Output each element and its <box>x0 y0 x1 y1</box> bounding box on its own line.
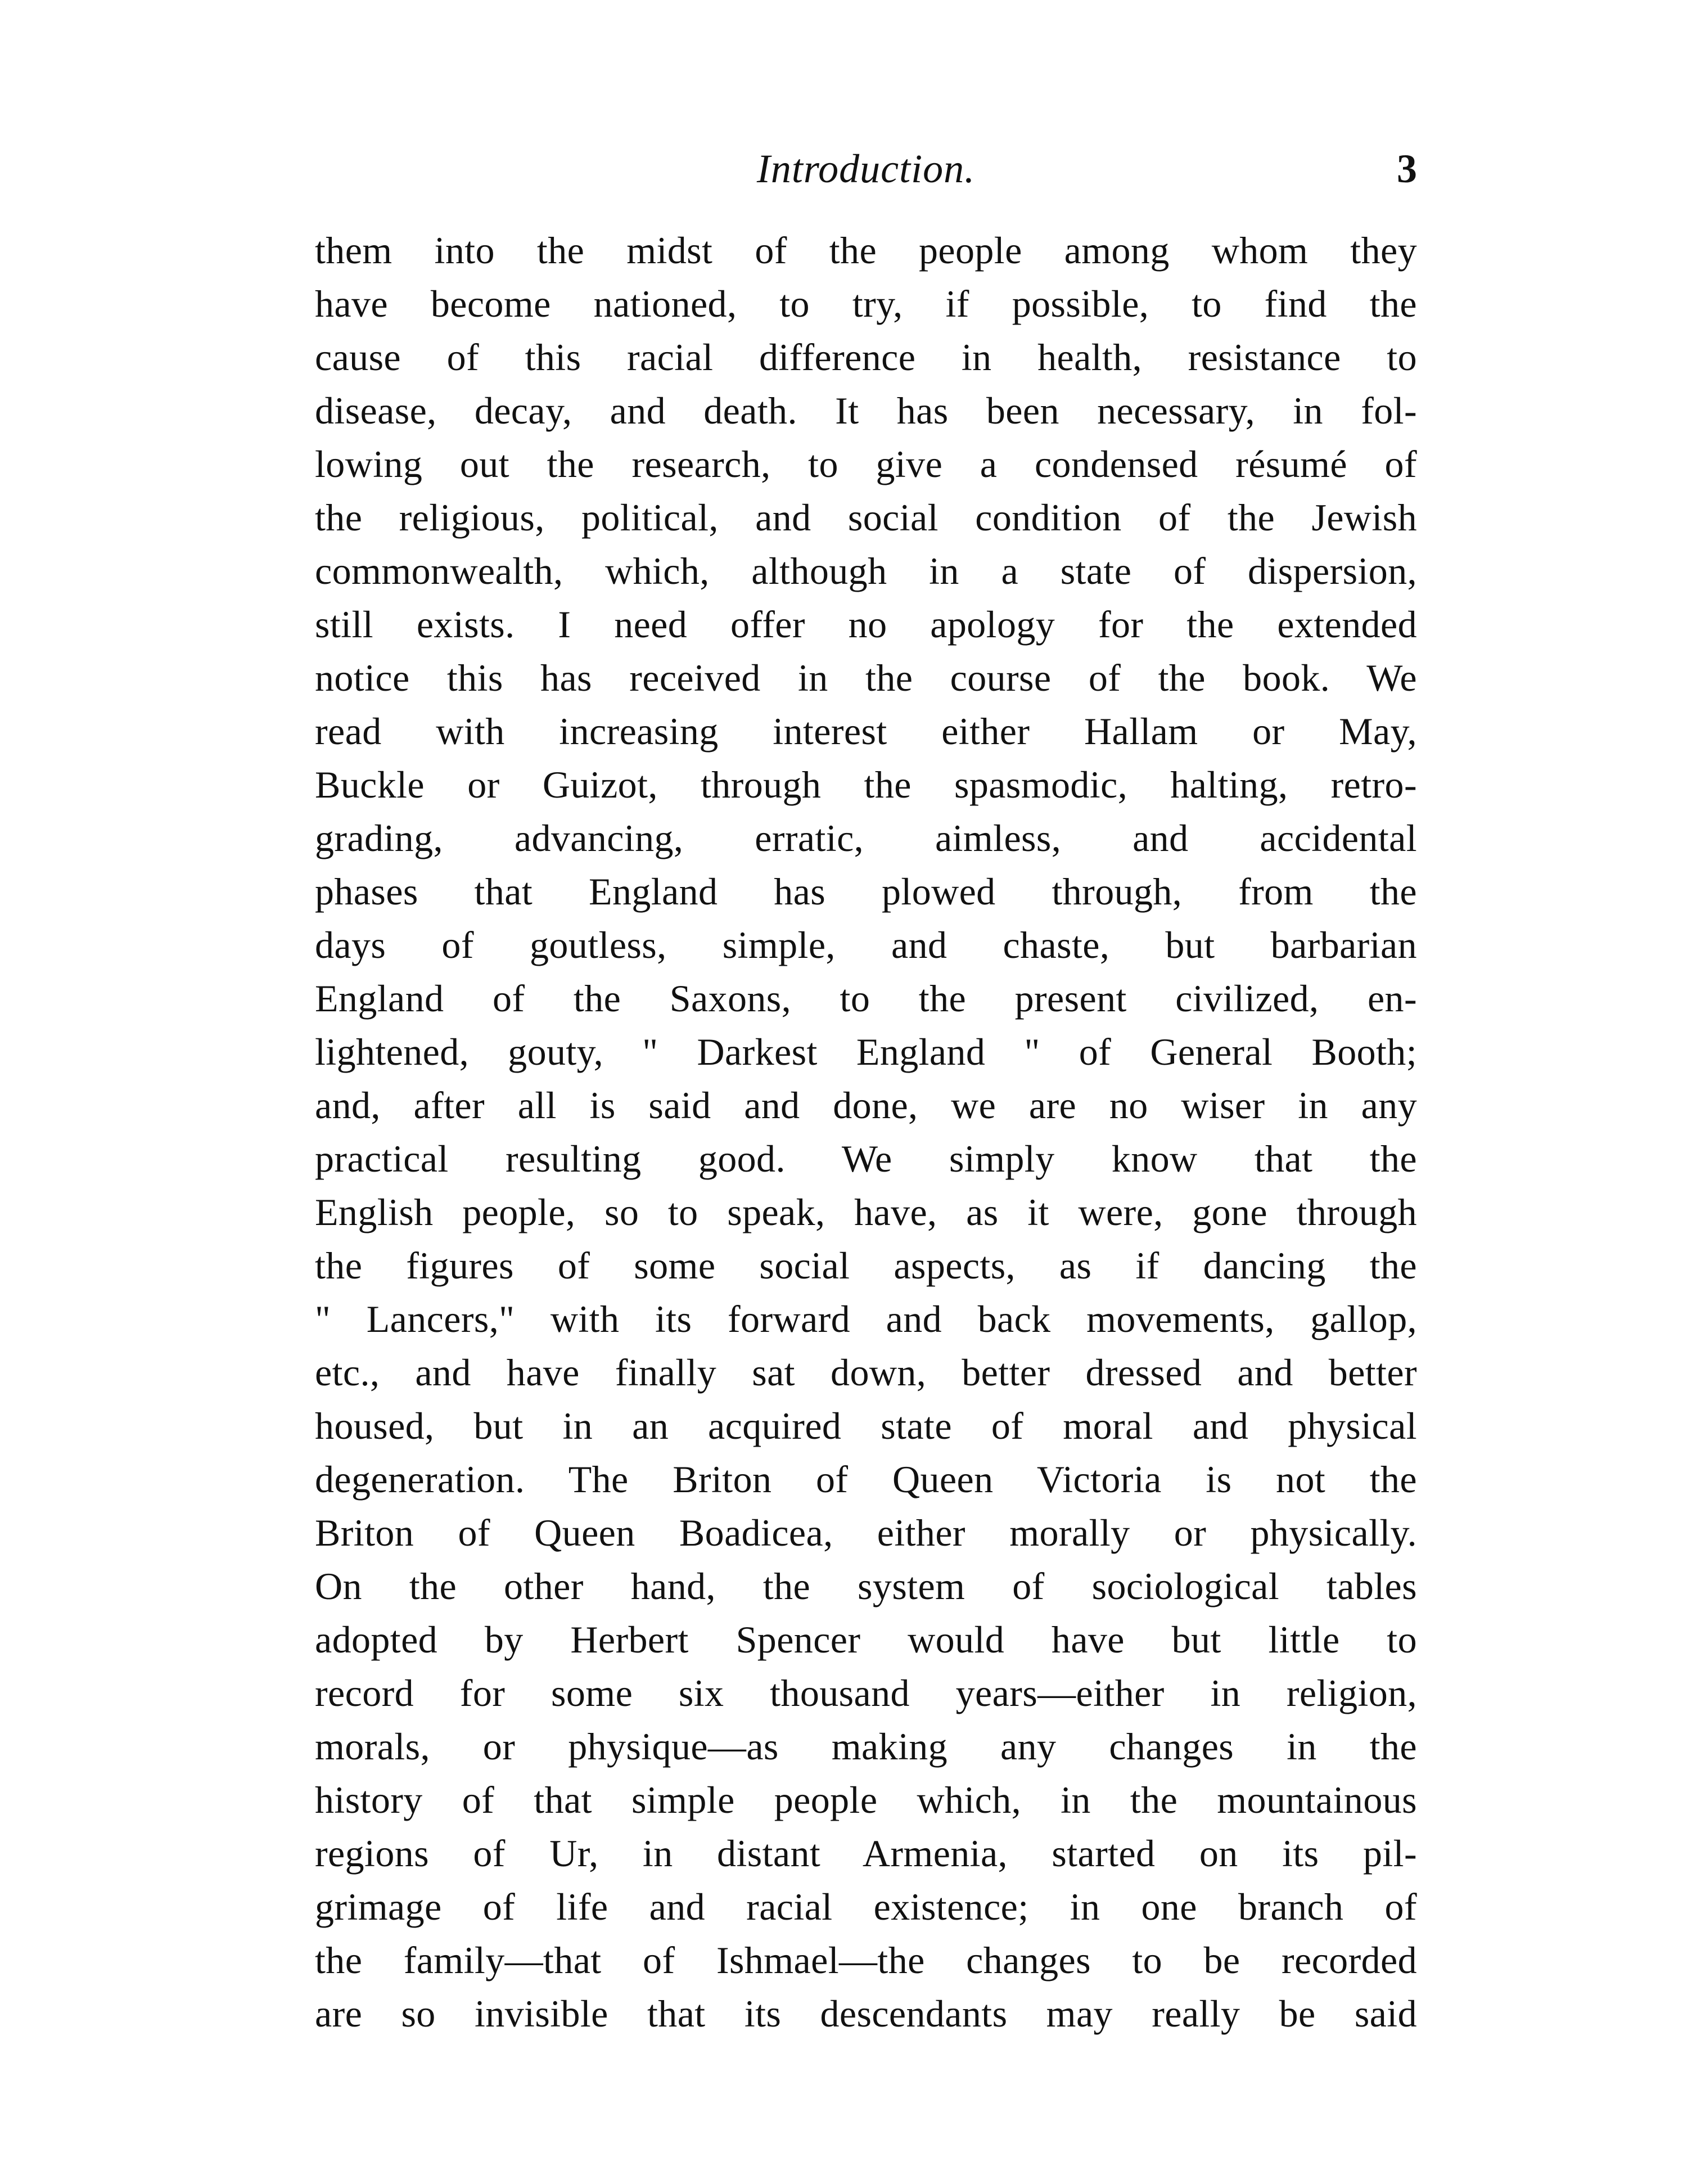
text-line: phases that England has plowed through, from the <box>315 870 1417 913</box>
text-line: grimage of life and racial existence; in one branch of <box>315 1885 1417 1928</box>
text-line: have become nationed, to try, if possible, to find the <box>315 282 1417 325</box>
body-text <box>315 224 1417 2041</box>
text-line: grading, advancing, erratic, aimless, and accidental <box>315 817 1417 859</box>
text-line: etc., and have finally sat down, better dressed and better <box>315 1351 1417 1394</box>
running-head <box>315 138 1417 200</box>
text-line: are so invisible that its descendants may really be said <box>315 1992 1417 2035</box>
text-line: the family—that of Ishmael—the changes to be recorded <box>315 1939 1417 1982</box>
text-line: practical resulting good. We simply know that the <box>315 1137 1417 1180</box>
text-line: and, after all is said and done, we are no wiser in any <box>315 1084 1417 1127</box>
text-line: them into the midst of the people among whom they <box>315 229 1417 272</box>
text-line: record for some six thousand years—either in religion, <box>315 1672 1417 1714</box>
text-line: adopted by Herbert Spencer would have but little to <box>315 1618 1417 1661</box>
text-line: Briton of Queen Boadicea, either morally or physically. <box>315 1511 1417 1554</box>
text-line: England of the Saxons, to the present civilized, en- <box>315 977 1417 1020</box>
text-line: degeneration. The Briton of Queen Victoria is not the <box>315 1458 1417 1501</box>
text-line: still exists. I need offer no apology for the extended <box>315 603 1417 646</box>
text-line: disease, decay, and death. It has been necessary, in fol- <box>315 389 1417 432</box>
text-line: English people, so to speak, have, as it were, gone through <box>315 1191 1417 1233</box>
running-title: Introduction. <box>756 146 976 191</box>
text-line: lightened, gouty, " Darkest England " of General Booth; <box>315 1030 1417 1073</box>
text-line: history of that simple people which, in the mountainous <box>315 1778 1417 1821</box>
text-line: housed, but in an acquired state of moral and physical <box>315 1404 1417 1447</box>
text-line: commonwealth, which, although in a state of dispersion, <box>315 550 1417 592</box>
text-line: morals, or physique—as making any changes in the <box>315 1725 1417 1768</box>
text-line: read with increasing interest either Hallam or May, <box>315 710 1417 753</box>
text-line: the figures of some social aspects, as if dancing the <box>315 1244 1417 1287</box>
text-line: regions of Ur, in distant Armenia, started on its pil- <box>315 1832 1417 1875</box>
text-line: lowing out the research, to give a condensed résumé of <box>315 443 1417 485</box>
text-line: the religious, political, and social condition of the Jewish <box>315 496 1417 539</box>
text-line: On the other hand, the system of sociological tables <box>315 1565 1417 1607</box>
text-line: days of goutless, simple, and chaste, but barbarian <box>315 924 1417 966</box>
page-number: 3 <box>1397 146 1417 191</box>
text-line: notice this has received in the course of the book. We <box>315 656 1417 699</box>
text-line: " Lancers," with its forward and back movements, gallop, <box>315 1298 1417 1340</box>
text-line: cause of this racial difference in health, resistance to <box>315 336 1417 379</box>
text-line: Buckle or Guizot, through the spasmodic, halting, retro- <box>315 763 1417 806</box>
